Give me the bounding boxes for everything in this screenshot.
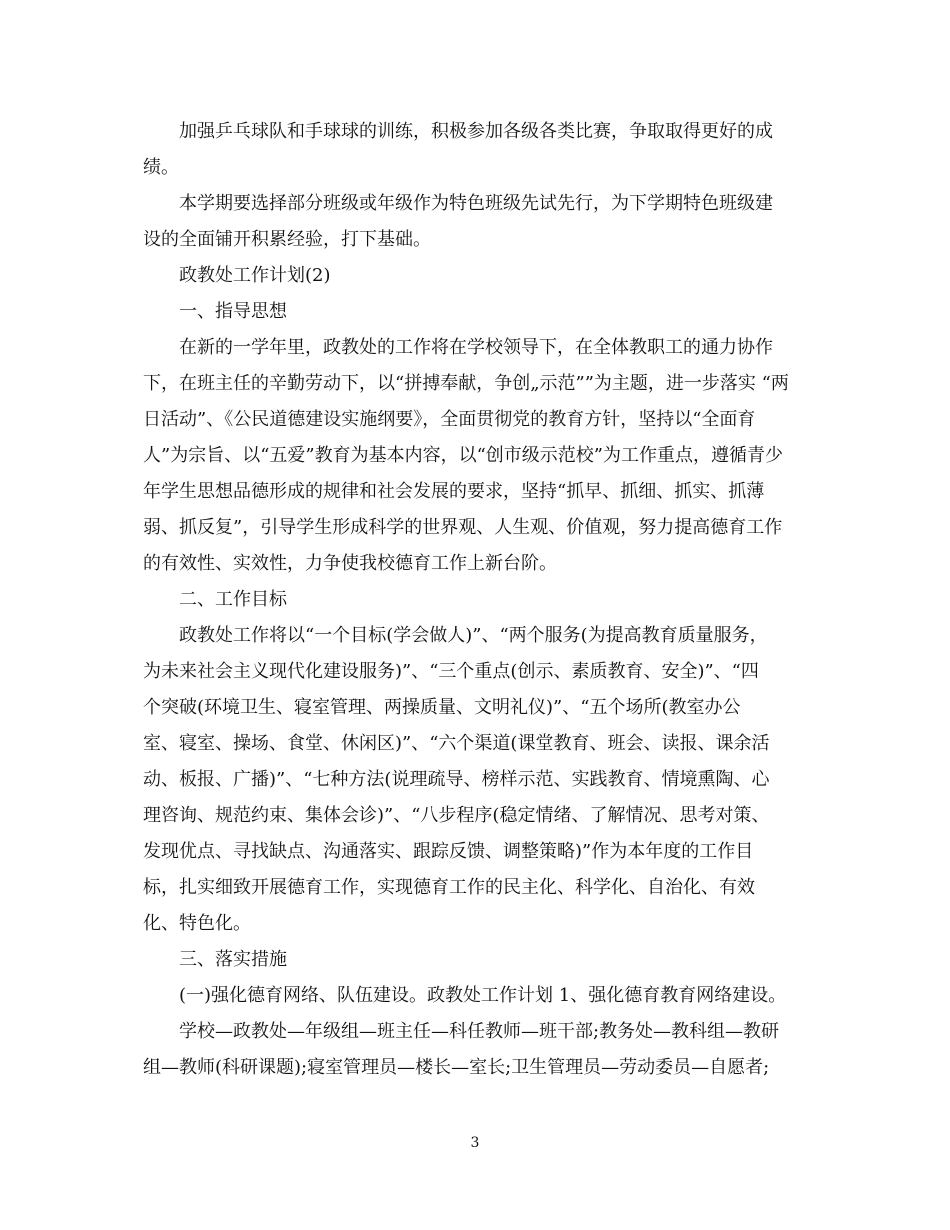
text-line: 动、板报、广播)”、“七种方法(说理疏导、榜样示范、实践教育、情境熏陶、心: [143, 769, 770, 790]
section-heading: 二、工作目标: [179, 589, 287, 610]
text-line: 弱、抓反复”，引导学生形成科学的世界观、人生观、价值观，努力提高德育工作: [143, 517, 783, 538]
text-line: 本学期要选择部分班级或年级作为特色班级先试先行，为下学期特色班级建: [179, 193, 773, 214]
text-line: 学校—政教处—年级组—班主任—科任教师—班干部;教务处—教科组—教研: [179, 1021, 780, 1042]
text-line: 政教处工作将以“一个目标(学会做人)”、“两个服务(为提高教育质量服务，: [179, 625, 768, 646]
section-title: 政教处工作计划(2): [179, 265, 331, 286]
text-line: 下，在班主任的辛勤劳动下，以“拼搏奉献，争创„示范””为主题，进一步落实 “两: [143, 373, 789, 394]
text-line: 年学生思想品德形成的规律和社会发展的要求，坚持“抓早、抓细、抓实、抓薄: [143, 481, 765, 502]
text-line: 理咨询、规范约束、集体会诊)”、“八步程序(稳定情绪、了解情况、思考对策、: [143, 805, 770, 826]
section-heading: 一、指导思想: [179, 301, 287, 322]
text-line: 人”为宗旨、以“五爱”教育为基本内容，以“创市级示范校”为工作重点，遵循青少: [143, 445, 784, 466]
text-line: 加强乒乓球队和手球球的训练，积极参加各级各类比赛，争取取得更好的成: [179, 121, 773, 142]
text-line: 为未来社会主义现代化建设服务)”、“三个重点(创示、素质教育、安全)”、“四: [143, 661, 759, 682]
text-line: 发现优点、寻找缺点、沟通落实、跟踪反馈、调整策略)”作为本年度的工作目: [143, 841, 754, 862]
text-line: 组—教师(科研课题);寝室管理员—楼长—室长;卫生管理员—劳动委员—自愿者;: [143, 1057, 770, 1078]
text-line: 日活动”、《公民道德建设实施纲要》，全面贯彻党的教育方针，坚持以“全面育: [143, 409, 756, 430]
page-number: 3: [470, 1135, 480, 1151]
text-line: 在新的一学年里，政教处的工作将在学校领导下，在全体教职工的通力协作: [179, 337, 773, 358]
text-line: (一)强化德育网络、队伍建设。政教处工作计划 1、强化德育教育网络建设。: [179, 985, 787, 1006]
text-line: 个突破(环境卫生、寝室管理、两操质量、文明礼仪)”、“五个场所(教室办公: [143, 697, 741, 718]
text-line: 设的全面铺开积累经验，打下基础。: [143, 229, 431, 250]
text-line: 标，扎实细致开展德育工作，实现德育工作的民主化、科学化、自治化、有效: [143, 877, 755, 898]
text-line: 室、寝室、操场、食堂、休闲区)”、“六个渠道(课堂教育、班会、读报、课余活: [143, 733, 770, 754]
document-body: [143, 114, 813, 1086]
text-line: 化、特色化。: [143, 913, 251, 934]
text-line: 绩。: [143, 157, 179, 178]
section-heading: 三、落实措施: [179, 949, 287, 970]
text-line: 的有效性、实效性，力争使我校德育工作上新台阶。: [143, 553, 557, 574]
